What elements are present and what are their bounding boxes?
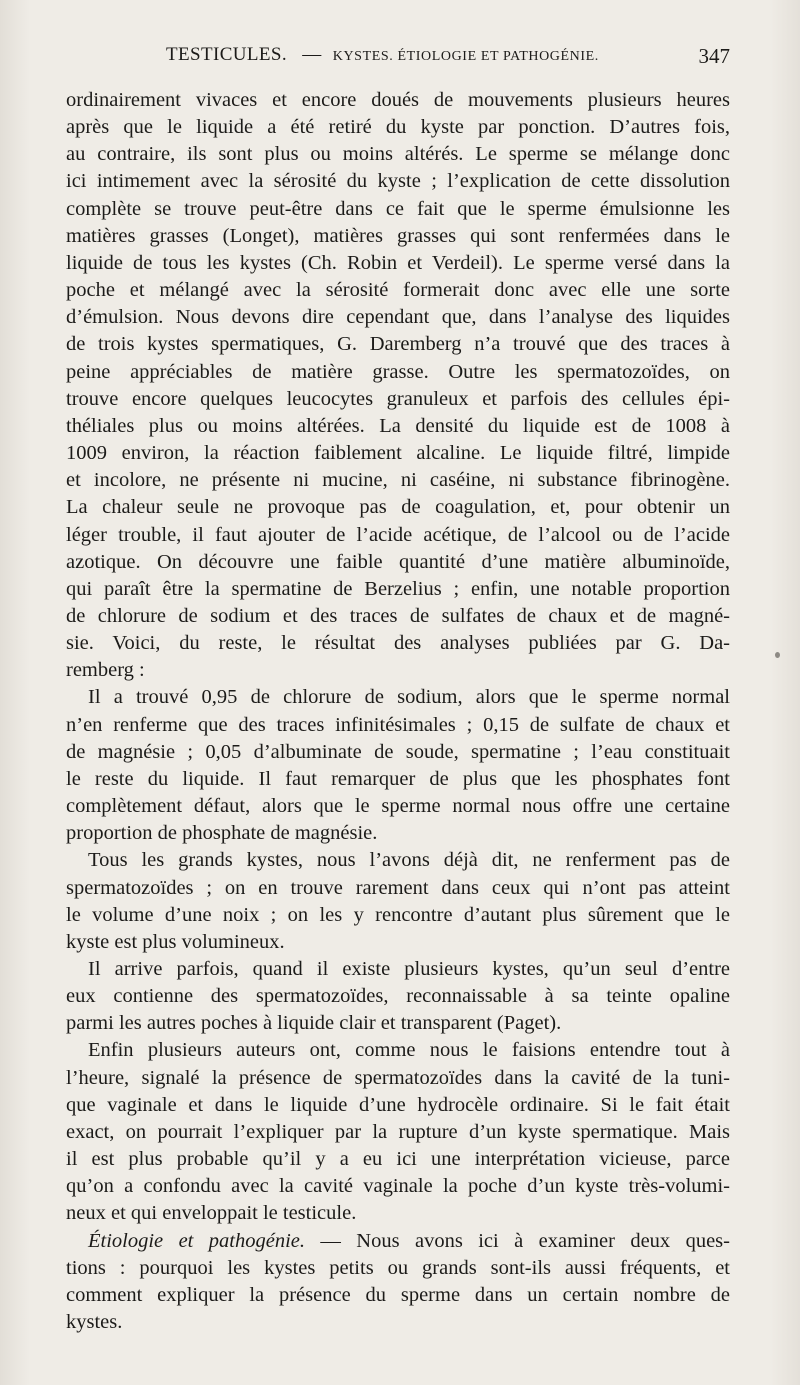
text-line: La chaleur seule ne provoque pas de coagulation, et, pour obtenir un [66, 496, 730, 519]
paragraph [66, 1037, 730, 1227]
text-line: proportion de phosphate de magnésie. [66, 822, 378, 845]
text-line: au contraire, ils sont plus ou moins altérés. Le sperme se mélange donc [66, 143, 730, 166]
text-line: peine appréciables de matière grasse. Outre les spermatozoïdes, on [66, 360, 730, 383]
text-line: poche et mélangé avec la sérosité formerait donc avec elle une sorte [66, 279, 730, 302]
text-line: sie. Voici, du reste, le résultat des analyses publiées par G. Da- [66, 632, 730, 655]
text-line: trouve encore quelques leucocytes granuleux et parfois des cellules épi- [66, 387, 730, 410]
text-line: kystes. [66, 1311, 123, 1334]
text-line: le volume d’une noix ; on les y rencontre d’autant plus sûrement que le [66, 903, 730, 926]
text-line: 1009 environ, la réaction faiblement alcaline. Le liquide filtré, limpide [66, 442, 730, 465]
paragraph [66, 87, 730, 684]
header-title: TESTICULES. [166, 44, 288, 65]
running-header [66, 44, 730, 78]
paper-speck [775, 652, 780, 658]
text-line: Enfin plusieurs auteurs ont, comme nous le faisions entendre tout à [88, 1039, 730, 1062]
text-line-rest: — Nous avons ici à examiner deux ques- [304, 1229, 730, 1252]
text-line: qui paraît être la spermatine de Berzelius ; enfin, une notable proportion [66, 577, 730, 600]
text-line: Tous les grands kystes, nous l’avons déjà dit, ne renferment pas de [88, 849, 730, 872]
text-line [66, 1228, 730, 1255]
text-line: Il arrive parfois, quand il existe plusieurs kystes, qu’un seul d’entre [88, 958, 730, 980]
text-line: que vaginale et dans le liquide d’une hydrocèle ordinaire. Si le fait était [66, 1093, 730, 1116]
text-line: spermatozoïdes ; on en trouve rarement dans ceux qui n’ont pas atteint [66, 876, 730, 899]
text-line: azotique. On découvre une faible quantité d’une matière albuminoïde, [66, 550, 730, 573]
section-heading: Étiologie et pathogénie. [88, 1229, 305, 1252]
text-line: eux contienne des spermatozoïdes, reconnaissable à sa teinte opaline [66, 985, 730, 1008]
text-line: comment expliquer la présence du sperme dans un certain nombre de [66, 1283, 730, 1306]
paragraph [66, 847, 730, 956]
text-line: ordinairement vivaces et encore doués de mouvements plusieurs heures [66, 89, 730, 111]
text-line: de chlorure de sodium et des traces de sulfates de chaux et de magné- [66, 604, 730, 627]
text-line: il est plus probable qu’il y a eu ici une interprétation vicieuse, parce [66, 1148, 730, 1171]
text-line: le reste du liquide. Il faut remarquer de plus que les phosphates font [66, 767, 730, 790]
text-line: Il a trouvé 0,95 de chlorure de sodium, alors que le sperme normal [88, 686, 730, 709]
header-dash: — [302, 44, 322, 65]
running-head-title [166, 44, 599, 66]
paragraph [66, 684, 730, 847]
text-line: complète se trouve peut-être dans ce fait que le sperme émulsionne les [66, 197, 730, 220]
text-line: neux et qui enveloppait le testicule. [66, 1202, 357, 1225]
body-text [66, 87, 730, 1336]
text-line: d’émulsion. Nous devons dire cependant que, dans l’analyse des liquides [66, 306, 730, 329]
text-line: léger trouble, il faut ajouter de l’acide acétique, de l’alcool ou de l’acide [66, 523, 730, 546]
text-line: ici intimement avec la sérosité du kyste ; l’explication de cette dissolution [66, 170, 730, 193]
text-line: kyste est plus volumineux. [66, 930, 285, 953]
text-line: et incolore, ne présente ni mucine, ni caséine, ni substance fibrinogène. [66, 469, 730, 492]
text-line: de magnésie ; 0,05 d’albuminate de soude, spermatine ; l’eau constituait [66, 740, 730, 763]
text-line: exact, on pourrait l’expliquer par la rupture d’un kyste spermatique. Mais [66, 1120, 730, 1143]
text-line: parmi les autres poches à liquide clair et transparent (Paget). [66, 1012, 562, 1035]
text-line: qu’on a confondu avec la cavité vaginale la poche d’un kyste très-volumi- [66, 1175, 730, 1198]
paragraph [66, 1228, 730, 1337]
text-line: théliales plus ou moins altérées. La densité du liquide est de 1008 à [66, 414, 730, 437]
text-line: matières grasses (Longet), matières grasses qui sont renfermées dans le [66, 224, 730, 247]
page-number: 347 [698, 44, 730, 68]
text-line: l’heure, signalé la présence de spermatozoïdes dans la cavité de la tuni- [66, 1066, 730, 1089]
text-line: remberg : [66, 659, 145, 682]
text-line: tions : pourquoi les kystes petits ou grands sont-ils aussi fréquents, et [66, 1256, 730, 1279]
paragraph [66, 956, 730, 1037]
header-subtitle: KYSTES. ÉTIOLOGIE ET PATHOGÉNIE. [332, 49, 599, 64]
text-line: complètement défaut, alors que le sperme normal nous offre une certaine [66, 795, 730, 818]
text-line: de trois kystes spermatiques, G. Daremberg n’a trouvé que des traces à [66, 333, 730, 356]
text-line: liquide de tous les kystes (Ch. Robin et Verdeil). Le sperme versé dans la [66, 251, 730, 274]
text-line: n’en renferme que des traces infinitésimales ; 0,15 de sulfate de chaux et [66, 713, 730, 736]
text-line: après que le liquide a été retiré du kyste par ponction. D’autres fois, [66, 116, 730, 139]
